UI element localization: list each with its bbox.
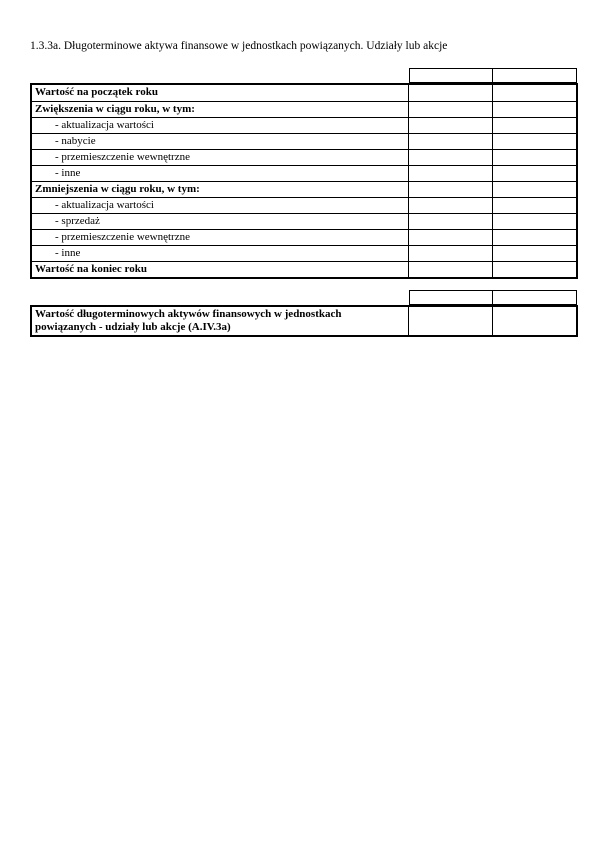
header-cell-column-1 (409, 290, 493, 305)
value-cell (492, 134, 576, 149)
value-cell (408, 102, 492, 117)
table-row-decrease-sale (32, 213, 576, 229)
summary-table-header-row (30, 290, 577, 305)
value-cell (408, 230, 492, 245)
row-label: - sprzedaż (55, 215, 100, 227)
value-cell (408, 307, 492, 335)
table-row-summary-total (32, 307, 576, 335)
value-cell (408, 134, 492, 149)
value-cell (408, 246, 492, 261)
row-label: - nabycie (55, 135, 96, 147)
value-cell (492, 102, 576, 117)
value-cell (492, 182, 576, 197)
row-label: - przemieszczenie wewnętrzne (55, 151, 190, 163)
value-cell (492, 85, 576, 101)
table-row-decrease-revaluation (32, 197, 576, 213)
row-label: - inne (55, 167, 81, 179)
summary-table (30, 290, 578, 337)
value-cell (492, 150, 576, 165)
header-cell-column-2 (493, 290, 577, 305)
row-label: - przemieszczenie wewnętrzne (55, 231, 190, 243)
value-cell (408, 85, 492, 101)
row-label: Wartość na początek roku (35, 86, 158, 98)
table-row-increase-acquisition (32, 133, 576, 149)
value-cell (408, 118, 492, 133)
header-cell-column-1 (409, 68, 493, 83)
row-label: Wartość na koniec roku (35, 263, 147, 275)
summary-table-body (30, 305, 578, 337)
row-label: - aktualizacja wartości (55, 119, 154, 131)
value-cell (492, 246, 576, 261)
table-row-closing-value (32, 261, 576, 277)
value-cell (492, 198, 576, 213)
movements-table (30, 68, 578, 279)
document-title: 1.3.3a. Długoterminowe aktywa finansowe w jednostkach powiązanych. Udziały lub akcje (30, 40, 448, 52)
value-cell (492, 307, 576, 335)
value-cell (408, 262, 492, 277)
movements-table-header-row (30, 68, 577, 83)
value-cell (492, 230, 576, 245)
table-row-opening-value (32, 85, 576, 101)
row-label: Zmniejszenia w ciągu roku, w tym: (35, 183, 200, 195)
table-row-increase-internal-transfer (32, 149, 576, 165)
table-row-increase-other (32, 165, 576, 181)
value-cell (408, 198, 492, 213)
movements-table-body (30, 83, 578, 279)
table-row-decrease-internal-transfer (32, 229, 576, 245)
value-cell (408, 214, 492, 229)
value-cell (492, 214, 576, 229)
table-row-increases (32, 101, 576, 117)
value-cell (408, 182, 492, 197)
value-cell (408, 166, 492, 181)
row-label: - inne (55, 247, 81, 259)
value-cell (492, 166, 576, 181)
row-label: Wartość długoterminowych aktywów finansowych w jednostkach powiązanych - udziały lub akcje (A.IV.3a) (35, 308, 342, 333)
header-cell-column-2 (493, 68, 577, 83)
row-label: - aktualizacja wartości (55, 199, 154, 211)
table-row-decreases (32, 181, 576, 197)
value-cell (492, 118, 576, 133)
row-label: Zwiększenia w ciągu roku, w tym: (35, 103, 195, 115)
table-row-increase-revaluation (32, 117, 576, 133)
value-cell (492, 262, 576, 277)
table-row-decrease-other (32, 245, 576, 261)
value-cell (408, 150, 492, 165)
